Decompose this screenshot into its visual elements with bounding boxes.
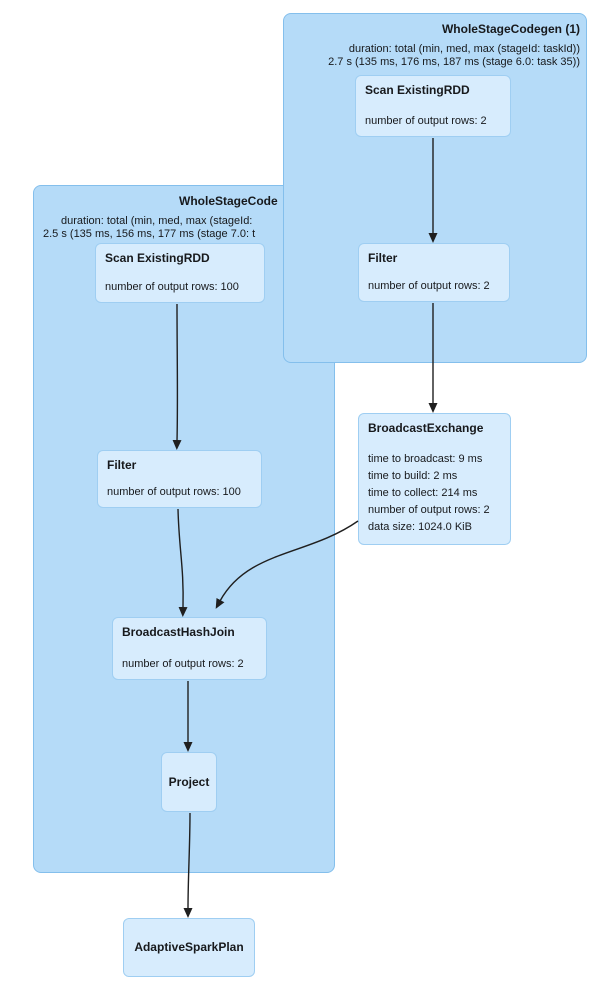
- node-title: Filter: [107, 458, 137, 472]
- node-title: AdaptiveSparkPlan: [134, 940, 244, 954]
- node-title: BroadcastExchange: [368, 421, 484, 435]
- node-metrics: [105, 280, 256, 294]
- metric-output-rows: number of output rows: 2: [368, 280, 490, 292]
- cluster-title: WholeStageCode: [179, 194, 278, 208]
- cluster-duration-label: duration: total (min, med, max (stageId:: [61, 215, 253, 227]
- node-scan-existingrdd-1[interactable]: [355, 75, 511, 137]
- node-filter-1[interactable]: [358, 243, 510, 302]
- node-broadcast-hash-join[interactable]: [112, 617, 267, 680]
- metric-output-rows: number of output rows: 2: [365, 115, 487, 127]
- metric-time-to-build: time to build: 2 ms: [368, 470, 458, 482]
- metric-output-rows: number of output rows: 2: [368, 504, 490, 516]
- node-project[interactable]: [161, 752, 217, 812]
- node-title: Scan ExistingRDD: [365, 83, 470, 97]
- cluster-duration-value: 2.7 s (135 ms, 176 ms, 187 ms (stage 6.0: task 35)): [328, 56, 580, 68]
- metric-output-rows: number of output rows: 100: [107, 486, 241, 498]
- metric-time-to-broadcast: time to broadcast: 9 ms: [368, 453, 483, 465]
- node-metrics: [122, 657, 258, 671]
- metric-data-size: data size: 1024.0 KiB: [368, 521, 472, 533]
- node-filter-2[interactable]: [97, 450, 262, 508]
- node-title: BroadcastHashJoin: [122, 625, 235, 639]
- cluster-duration: [43, 215, 255, 241]
- cluster-title: WholeStageCodegen (1): [441, 22, 580, 36]
- node-title: Project: [168, 774, 210, 789]
- metric-time-to-collect: time to collect: 214 ms: [368, 487, 478, 499]
- node-metrics: [365, 114, 502, 128]
- node-adaptive-spark-plan[interactable]: [123, 918, 255, 977]
- cluster-duration-value: 2.5 s (135 ms, 156 ms, 177 ms (stage 7.0: t: [43, 228, 256, 240]
- cluster-duration-label: duration: total (min, med, max (stageId: taskId)): [348, 43, 580, 55]
- cluster-wholestagecodegen-1: [283, 13, 587, 363]
- node-title: Filter: [368, 251, 398, 265]
- node-metrics: [368, 451, 502, 536]
- metric-output-rows: number of output rows: 2: [122, 658, 244, 670]
- node-title: Scan ExistingRDD: [105, 251, 210, 265]
- node-scan-existingrdd-2[interactable]: [95, 243, 265, 303]
- node-broadcast-exchange[interactable]: [358, 413, 511, 545]
- cluster-duration: [328, 43, 580, 69]
- node-metrics: [368, 279, 501, 293]
- node-metrics: [107, 485, 253, 499]
- metric-output-rows: number of output rows: 100: [105, 281, 239, 293]
